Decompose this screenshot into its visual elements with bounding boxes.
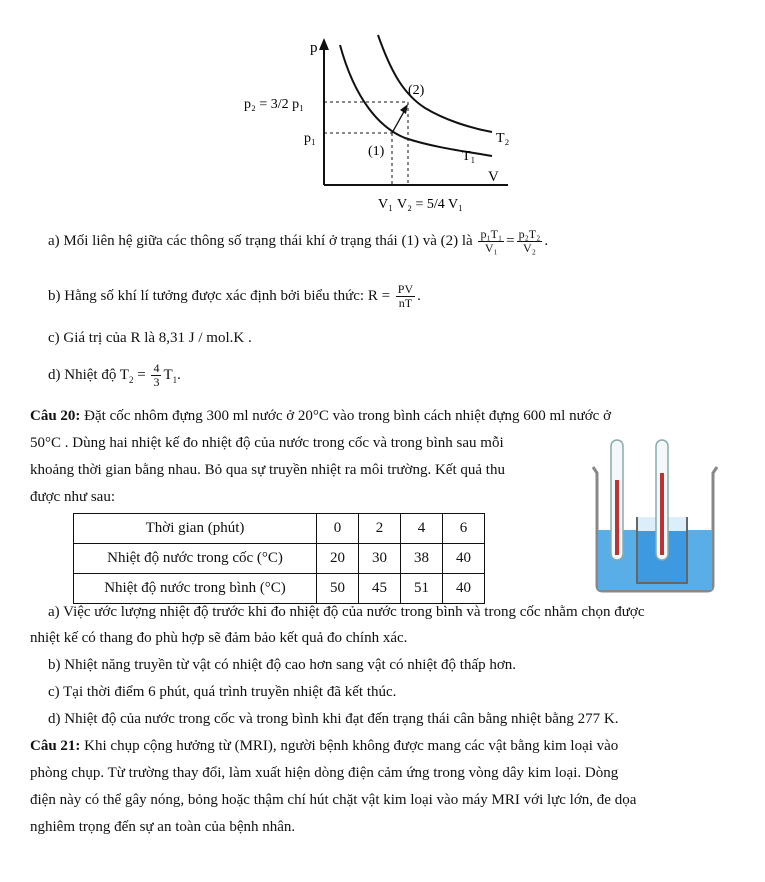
table-cell: 6 (443, 514, 485, 544)
q20-statement-a-cont: nhiệt kế có thang đo phù hợp sẽ đảm bảo kết quả đo chính xác. (30, 630, 408, 646)
beaker-illustration (585, 435, 735, 595)
q20-statement-a: a) Việc ước lượng nhiệt độ trước khi đo nhiệt độ của nước trong bình và trong cốc nhằm chọn được (48, 604, 645, 620)
q20-statement-b: b) Nhiệt năng truyền từ vật có nhiệt độ cao hơn sang vật có nhiệt độ thấp hơn. (48, 657, 517, 673)
table-cell: 0 (317, 514, 359, 544)
q19-statement-c: c) Giá trị của R là 8,31 J / mol.K . (48, 330, 252, 346)
thermometer-1-column (615, 480, 619, 555)
q21-line1: Câu 21: Khi chụp cộng hưởng từ (MRI), người bệnh không được mang các vật bằng kim loại vào (30, 738, 619, 754)
p-axis-arrow (319, 38, 329, 50)
fraction-lhs: $\frac{\text{p₁T₁}}{\text{V₁}}$ (480, 227, 503, 255)
table-cell: 2 (359, 514, 401, 544)
q19-statement-a: a) Mối liên hệ giữa các thông số trạng thái khí ở trạng thái (1) và (2) là $\frac{\text{p₁T₁}}{\text{V₁}}$ = $\frac{\text{p₂T₂}}{\text{V₂}}$ . (48, 227, 549, 255)
q20-statement-c: c) Tại thời điểm 6 phút, quá trình truyền nhiệt đã kết thúc. (48, 684, 397, 700)
table-row (74, 574, 485, 604)
t2-label: T₂ (496, 131, 510, 146)
q20-statement-d: d) Nhiệt độ của nước trong cốc và trong bình khi đạt đến trạng thái cân bằng nhiệt bằng 277 K. (48, 711, 619, 727)
fraction-rhs: $\frac{\text{p₂T₂}}{\text{V₂}}$ (518, 227, 541, 255)
table-row (74, 544, 485, 574)
state-2-label: (2) (408, 83, 425, 98)
table-cell: 40 (443, 544, 485, 574)
temperature-table (73, 513, 485, 604)
p1-label: p₁ (304, 131, 316, 146)
table-cell: Thời gian (phút) (74, 514, 317, 544)
fraction-t: $\frac{4}{3}$ (153, 361, 160, 389)
q20-label: Câu 20: (30, 408, 81, 424)
p2-label: p₂ = 3/2 p₁ (244, 97, 305, 112)
table-cell: 45 (359, 574, 401, 604)
table-cell: 51 (401, 574, 443, 604)
v1-label: V₁ (378, 197, 393, 212)
table-cell: 50 (317, 574, 359, 604)
p-axis-label: p (310, 40, 318, 56)
q20-intro-line3: khoảng thời gian bằng nhau. Bỏ qua sự truyền nhiệt ra môi trường. Kết quả thu (30, 462, 505, 478)
q21-label: Câu 21: (30, 738, 81, 754)
state-1-label: (1) (368, 144, 385, 159)
thermometer-2-column (660, 473, 664, 555)
q21-line4: nghiêm trọng đến sự an toàn của bệnh nhân. (30, 819, 296, 835)
isotherm-t2 (378, 35, 492, 132)
table-cell: 30 (359, 544, 401, 574)
table-cell: 38 (401, 544, 443, 574)
table-cell: 40 (443, 574, 485, 604)
v-labels (378, 197, 463, 212)
fraction-r: $\frac{PV}{nT}$ (397, 282, 414, 310)
v2-label: V₂ = 5/4 V₁ (397, 197, 464, 212)
v-axis-label: V (488, 169, 499, 185)
t1-label: T₁ (462, 149, 476, 164)
table-row (74, 514, 485, 544)
pv-diagram (230, 30, 530, 220)
q21-line2: phòng chụp. Từ trường thay đổi, làm xuất hiện dòng điện cảm ứng trong vòng dây kim loại. Dòng (30, 765, 619, 781)
table-cell: Nhiệt độ nước trong bình (°C) (74, 574, 317, 604)
table-cell: 4 (401, 514, 443, 544)
q20-intro-line2: 50°C . Dùng hai nhiệt kế đo nhiệt độ của nước trong cốc và trong bình sau mỗi (30, 435, 504, 451)
q21-line3: điện này có thể gây nóng, bỏng hoặc thậm chí hút chặt vật kim loại vào máy MRI với lực lớn, đe dọa (30, 792, 637, 808)
q20-intro-line1: Câu 20: Đặt cốc nhôm đựng 300 ml nước ở 20°C vào trong bình cách nhiệt đựng 600 ml nước ở (30, 408, 612, 424)
transition-arrow-head (400, 104, 408, 114)
q20-intro-line4: được như sau: (30, 489, 116, 505)
table-cell: Nhiệt độ nước trong cốc (°C) (74, 544, 317, 574)
q19-statement-d: d) Nhiệt độ $T_2$ = $\frac{4}{3}$ $T_1$. (48, 361, 181, 389)
table-cell: 20 (317, 544, 359, 574)
q19-statement-b: b) Hằng số khí lí tưởng được xác định bởi biểu thức: R = $\frac{PV}{nT}$ . (48, 282, 421, 310)
